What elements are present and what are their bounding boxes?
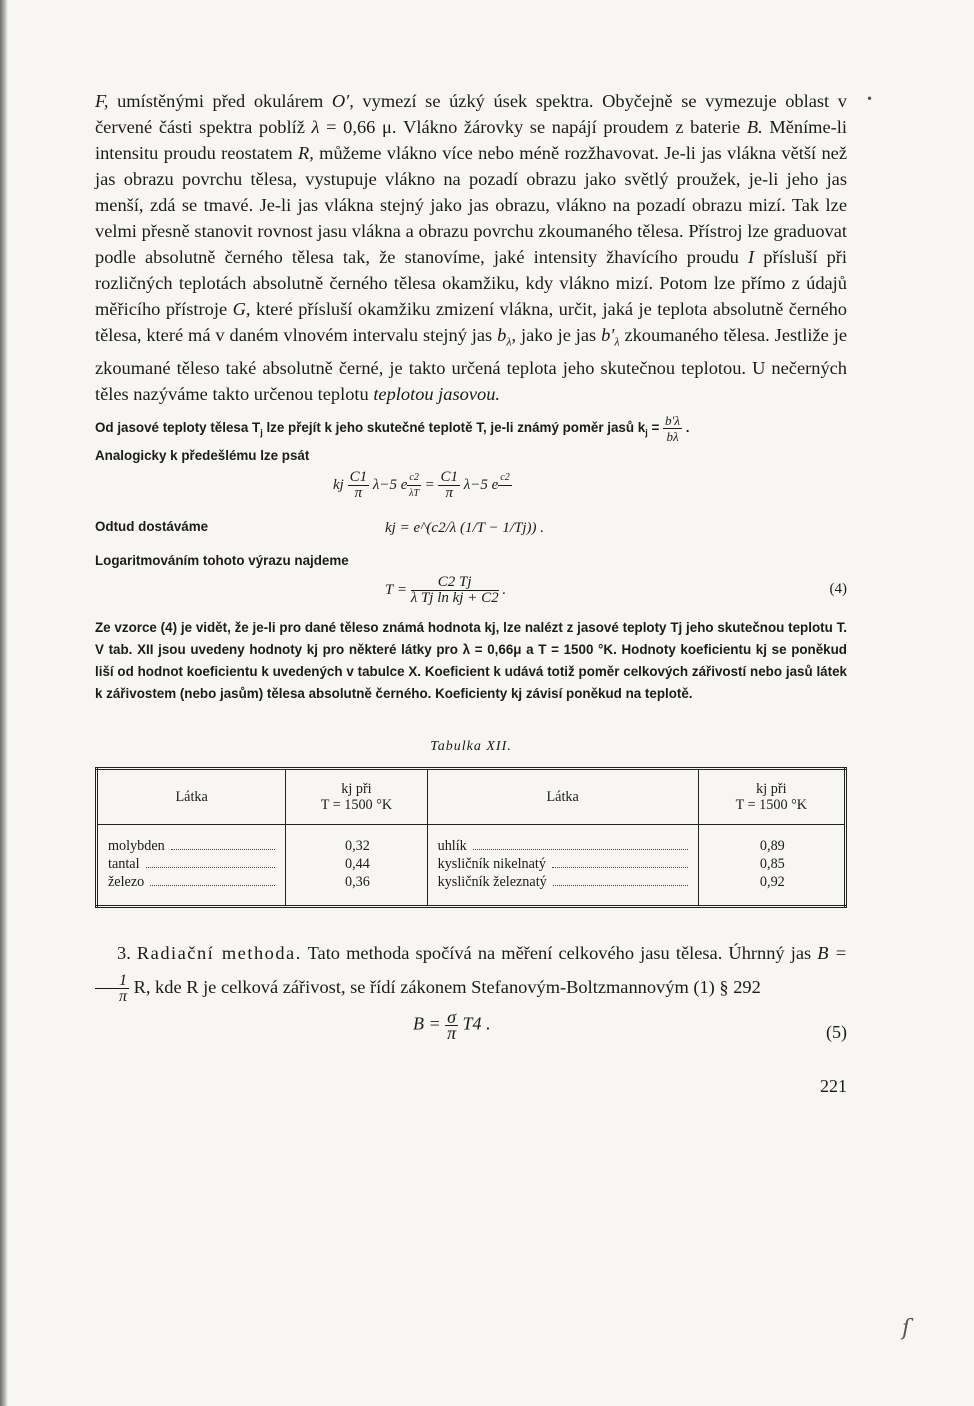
substance-name: kysličník nikelnatý: [437, 855, 546, 872]
left-names-cell: [97, 824, 286, 906]
num: 1: [95, 973, 129, 989]
den: π: [118, 987, 127, 1005]
text: R, kde R je celková zářivost, se řídí zákonem Stefanovým-Boltzmannovým (1) § 292: [129, 976, 761, 997]
page-edge-shadow: [0, 0, 8, 1406]
text-run: které přísluší okamžiku zmizení vlákna, určit, jaká je teplota absolutně černého tělesa, které má v daném vlnovém intervalu stejný jas: [95, 299, 847, 345]
list-item: [438, 837, 690, 855]
line-analogically: Analogicky k předešlému lze psát: [95, 447, 310, 463]
line-hence: Odtud dostáváme: [95, 518, 209, 534]
eq-b: B =: [817, 942, 848, 963]
header-kj-2-line1: kj při: [756, 780, 787, 797]
eq-lhs: T =: [385, 581, 407, 598]
text-run: vymezí se úzký úsek spektra. Obyčejně se vymezuje oblast v červené části spektra poblíž: [95, 91, 847, 137]
num: c2: [498, 470, 511, 486]
list-item: [108, 873, 277, 891]
text-run: λ: [614, 334, 620, 349]
num: C1: [440, 468, 458, 485]
page-number: 221: [820, 1075, 847, 1096]
num: C2 Tj: [411, 575, 499, 591]
sub: j: [260, 427, 263, 438]
text: .: [685, 419, 690, 435]
section-title: Radiační methoda.: [136, 942, 302, 963]
kj-value: 0,36: [345, 873, 370, 890]
equation-4-row: [95, 571, 847, 617]
text-run: b: [497, 325, 507, 345]
pencil-mark: ſ: [902, 1316, 911, 1341]
text-run: F,: [95, 91, 109, 111]
eq-end: .: [502, 581, 507, 598]
substance-name: železo: [108, 873, 145, 890]
text-run: můžeme vlákno více nebo méně rozžhavovat. Je-li jas vlákna větší než jas obrazu povrchu tělesa, vystupuje vlákno na pozadí obrazu jako světlý proužek, je-li jeho jas menší, zdá se tmavé. Je-li jas vlákna stejný jako jas obrazu, vlákno na pozadí obrazu mizí. Tak lze velmi přesně stanovit rovnost jasu vlákna a obrazu povrchu zkoumaného tělesa. Přístroj lze graduovat podle absolutně černého tělesa tak, že stanovíme, jaké intensity žhavícího proudu: [95, 143, 848, 267]
equals: =: [424, 476, 435, 493]
den: λT: [409, 487, 420, 499]
book-page: [95, 88, 847, 1106]
num: C1: [349, 468, 368, 485]
kj-value: 0,32: [345, 837, 370, 854]
text-run: λ: [506, 334, 512, 349]
text-run: B.: [746, 117, 763, 137]
kj-value: 0,92: [759, 873, 785, 890]
eq-5-fraction: [445, 1006, 458, 1043]
text-run: = 0,66 μ. Vlákno žárovky se napájí proudem z baterie: [319, 117, 747, 137]
header-substance: Látka: [97, 768, 286, 824]
substance-name: molybden: [108, 837, 165, 854]
substance-name: tantal: [108, 855, 140, 872]
equation-5: [413, 1006, 491, 1043]
eq-end: .: [486, 1013, 491, 1034]
equation-4: [385, 575, 506, 606]
right-values-cell: [698, 824, 845, 906]
header-kj: [286, 768, 427, 824]
header-kj-line2: T = 1500 °K: [320, 796, 393, 813]
eq-lambda-exp-2: λ−5 e: [463, 476, 499, 493]
list-item: [108, 855, 277, 873]
header-kj-2: [698, 768, 845, 824]
text-run: , jako je jas: [511, 325, 602, 345]
equation-label-5: (5): [826, 1021, 847, 1042]
eq-rhs: T4: [462, 1013, 482, 1034]
kj-value: 0,44: [345, 855, 370, 872]
row-odtud: [95, 510, 847, 550]
table-row: [97, 824, 846, 906]
exponent-fraction: [407, 470, 420, 501]
text: Od jasové teploty tělesa T: [95, 419, 261, 435]
num: c2: [407, 470, 420, 486]
sub: j: [645, 427, 648, 438]
fraction-1-pi: [95, 973, 129, 1004]
left-values-cell: [286, 824, 427, 906]
list-item: [108, 837, 277, 855]
equation-kj: kj = e^(c2/λ (1/T − 1/Tj)) .: [385, 519, 545, 536]
fraction-c1-pi-2: [438, 470, 460, 501]
line-logarithm: Logaritmováním tohoto výrazu najdeme: [95, 552, 349, 568]
text: lze přejít k jeho skutečné teplotě T, je-li známý poměr jasů k: [262, 419, 646, 435]
table-caption: Tabulka XII.: [430, 738, 512, 754]
paragraph-formula-explanation: Ze vzorce (4) je vidět, že je-li pro dané těleso známá hodnota kj, lze nalézt z jasové teploty Tj jeho skutečnou teplotu T. V tab. XII jsou uvedeny hodnoty kj pro některé látky pro λ = 0,66μ a T = 1500 °K. Hodnoty koeficientu kj se poněkud liší od hodnot koeficientu k uvedených v tabulce X. Koeficient k udává totiž poměr celkových zářivostí nebo jasů látek k zářivostem (nebo jasům) tělesa absolutně černého. Koeficienty kj závisí poněkud na teplotě.: [95, 619, 847, 701]
text-run: R,: [297, 143, 314, 163]
eq-lambda-exp: λ−5 e: [372, 476, 408, 493]
fraction-denominator: bλ: [666, 428, 679, 444]
equation-5-row: [95, 1004, 847, 1058]
footer-row: [95, 1076, 847, 1106]
fraction-numerator: b′λ: [665, 412, 680, 428]
num: σ: [447, 1006, 457, 1027]
line-brightness-temperature: [95, 413, 847, 443]
list-item: [438, 855, 690, 873]
text-run: λ: [311, 117, 320, 137]
text-run: teplotou jasovou.: [373, 383, 500, 404]
kj-value: 0,89: [759, 837, 785, 854]
eq-4-fraction: [411, 575, 499, 606]
list-item: [438, 873, 690, 891]
den: π: [354, 484, 363, 501]
fraction-c1-pi: [348, 470, 370, 501]
text-run: b′: [601, 325, 615, 345]
right-names-cell: [427, 824, 698, 906]
text-run: Měníme-li intensitu proudu reostatem: [95, 117, 847, 163]
den: π: [447, 1022, 457, 1043]
ratio-fraction: [663, 413, 682, 444]
header-substance-2: Látka: [427, 768, 698, 824]
den: λ Tj ln kj + C2: [410, 589, 499, 606]
text-run: G,: [232, 299, 251, 319]
kj-value: 0,85: [759, 855, 785, 872]
eq-lhs: B =: [413, 1013, 441, 1034]
table-header-row: [97, 768, 846, 824]
exponent-fraction-2: [498, 470, 511, 501]
text: =: [647, 419, 664, 435]
section-number: 3.: [117, 942, 137, 963]
eq-kj: kj: [333, 476, 344, 493]
equation-analog: [95, 466, 847, 510]
text-run: přísluší při rozličných teplotách absolutně černého tělesa okamžiku, kdy vlákno mizí. Potom lze přímo z údajů měřicího přístroje: [95, 247, 847, 319]
substance-name: uhlík: [437, 837, 467, 854]
paragraph-optical-pyrometer: [95, 88, 847, 407]
header-kj-line1: kj při: [341, 780, 372, 797]
den: π: [445, 484, 453, 501]
text-run: I: [748, 247, 755, 267]
equation-label-4: (4): [829, 580, 847, 597]
scan-speck: •: [866, 92, 874, 106]
text-run: O′,: [331, 91, 354, 111]
header-kj-2-line2: T = 1500 °K: [735, 796, 808, 813]
text-run: zkoumaného tělesa. Jestliže je zkoumané těleso také absolutně černé, je takto určená teplota jeho skutečnou teplotou. U nečerných těles nazýváme takto určenou teplotu: [95, 325, 847, 404]
text: Tato methoda spočívá na měření celkového jasu tělesa. Úhrnný jas: [301, 942, 818, 963]
paragraph-radiation-method: [95, 936, 847, 1004]
table-xii: [95, 767, 847, 908]
text-run: umístěnými před okulárem: [108, 91, 332, 111]
substance-name: kysličník železnatý: [437, 873, 547, 890]
